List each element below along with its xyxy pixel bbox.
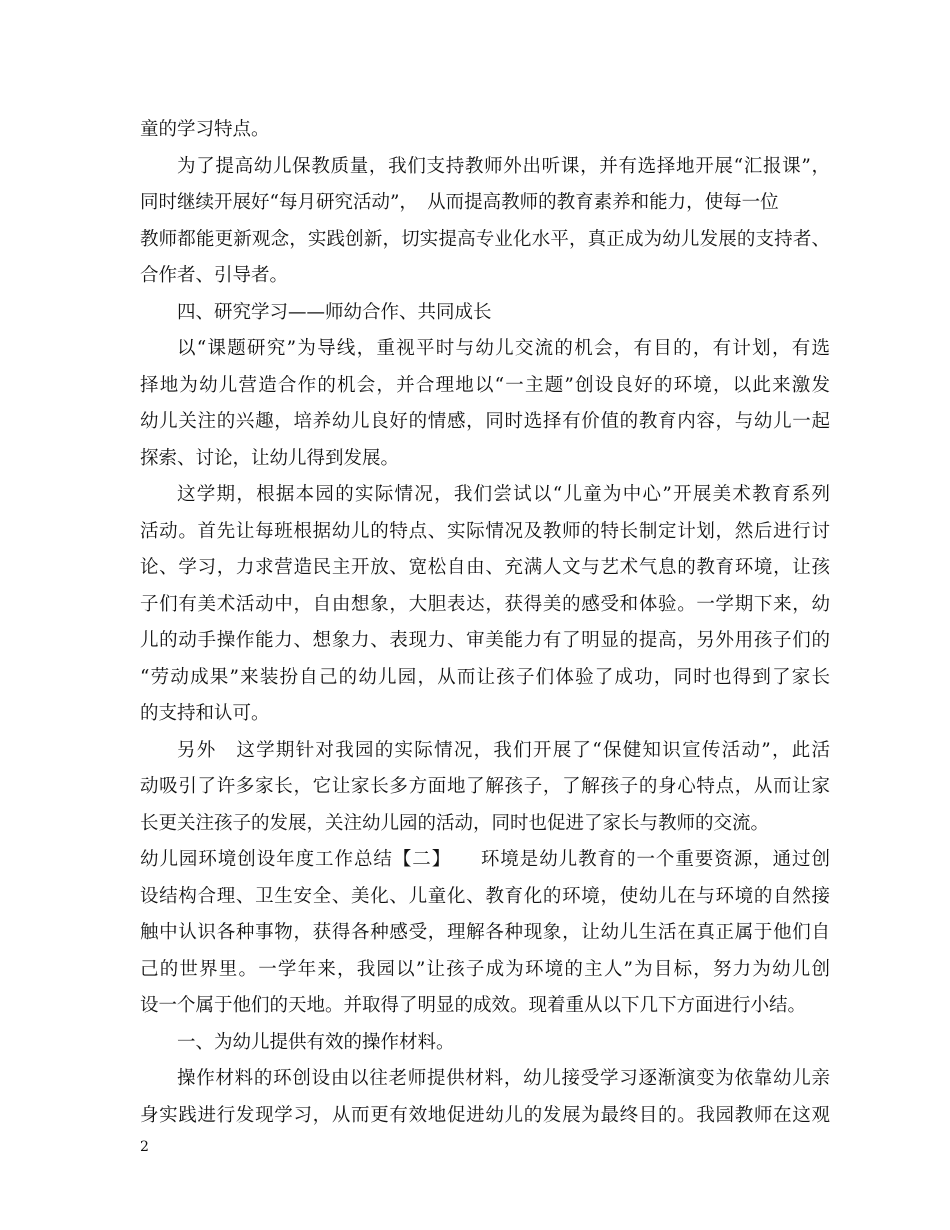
text-line: 设结构合理、卫生安全、美化、儿童化、教育化的环境，使幼儿在与环境的自然接 [140,885,830,907]
text-line: 的支持和认可。 [140,703,270,724]
text-line: 教师都能更新观念，实践创新，切实提高专业化水平，真正成为幼儿发展的支持者、 [140,228,830,250]
text-line: 为了提高幼儿保教质量，我们支持教师外出听课，并有选择地开展“汇报课”， [177,155,830,177]
text-line: 儿的动手操作能力、想象力、表现力、审美能力有了明显的提高，另外用孩子们的 [140,630,830,651]
text-line: “劳动成果”来装扮自己的幼儿园，从而让孩子们体验了成功，同时也得到了家长 [140,666,830,688]
text-line: 操作材料的环创设由以往老师提供材料，幼儿接受学习逐渐演变为依靠幼儿亲 [177,1068,830,1089]
document-body [140,112,830,1134]
text-line: 触中认识各种事物，获得各种感受，理解各种现象，让幼儿生活在真正属于他们自 [140,922,830,943]
section-heading: 一、为幼儿提供有效的操作材料。 [177,1031,455,1053]
section-title-line: 幼儿园环境创设年度工作总结【二】 环境是幼儿教育的一个重要资源，通过创 [140,849,830,870]
text-line: 活动。首先让每班根据幼儿的特点、实际情况及教师的特长制定计划，然后进行讨 [140,520,830,542]
text-line: 童的学习特点。 [140,119,270,140]
text-line: 以“课题研究”为导线，重视平时与幼儿交流的机会，有目的，有计划，有选 [177,338,830,359]
text-line: 择地为幼儿营造合作的机会，并合理地以“一主题”创设良好的环境，以此来激发 [140,374,830,396]
text-line: 子们有美术活动中，自由想象，大胆表达，获得美的感受和体验。一学期下来，幼 [140,593,830,615]
text-line: 动吸引了许多家长，它让家长多方面地了解孩子，了解孩子的身心特点，从而让家 [140,776,830,797]
text-line: 身实践进行发现学习，从而更有效地促进幼儿的发展为最终目的。我园教师在这观 [140,1104,830,1126]
text-line: 论、学习，力求营造民主开放、宽松自由、充满人文与艺术气息的教育环境，让孩 [140,557,830,578]
text-line: 探索、讨论，让幼儿得到发展。 [140,447,400,469]
text-line: 设一个属于他们的天地。并取得了明显的成效。现着重从以下几下方面进行小结。 [140,995,807,1016]
text-line: 合作者、引导者。 [140,265,289,286]
text-line: 幼儿关注的兴趣，培养幼儿良好的情感，同时选择有价值的教育内容，与幼儿一起 [140,411,830,432]
text-line: 这学期，根据本园的实际情况，我们尝试以“儿童为中心”开展美术教育系列 [177,484,830,505]
text-line: 己的世界里。一学年来，我园以”让孩子成为环境的主人”为目标，努力为幼儿创 [140,958,830,980]
text-line: 长更关注孩子的发展，关注幼儿园的活动，同时也促进了家长与教师的交流。 [140,812,770,834]
page-number: 2 [140,1139,149,1155]
section-heading: 四、研究学习——师幼合作、共同成长 [177,301,492,323]
text-line: 另外 这学期针对我园的实际情况，我们开展了“保健知识宣传活动”，此活 [177,739,830,761]
text-line: 同时继续开展好“每月研究活动”， 从而提高教师的教育素养和能力，使每一位 [140,192,779,213]
